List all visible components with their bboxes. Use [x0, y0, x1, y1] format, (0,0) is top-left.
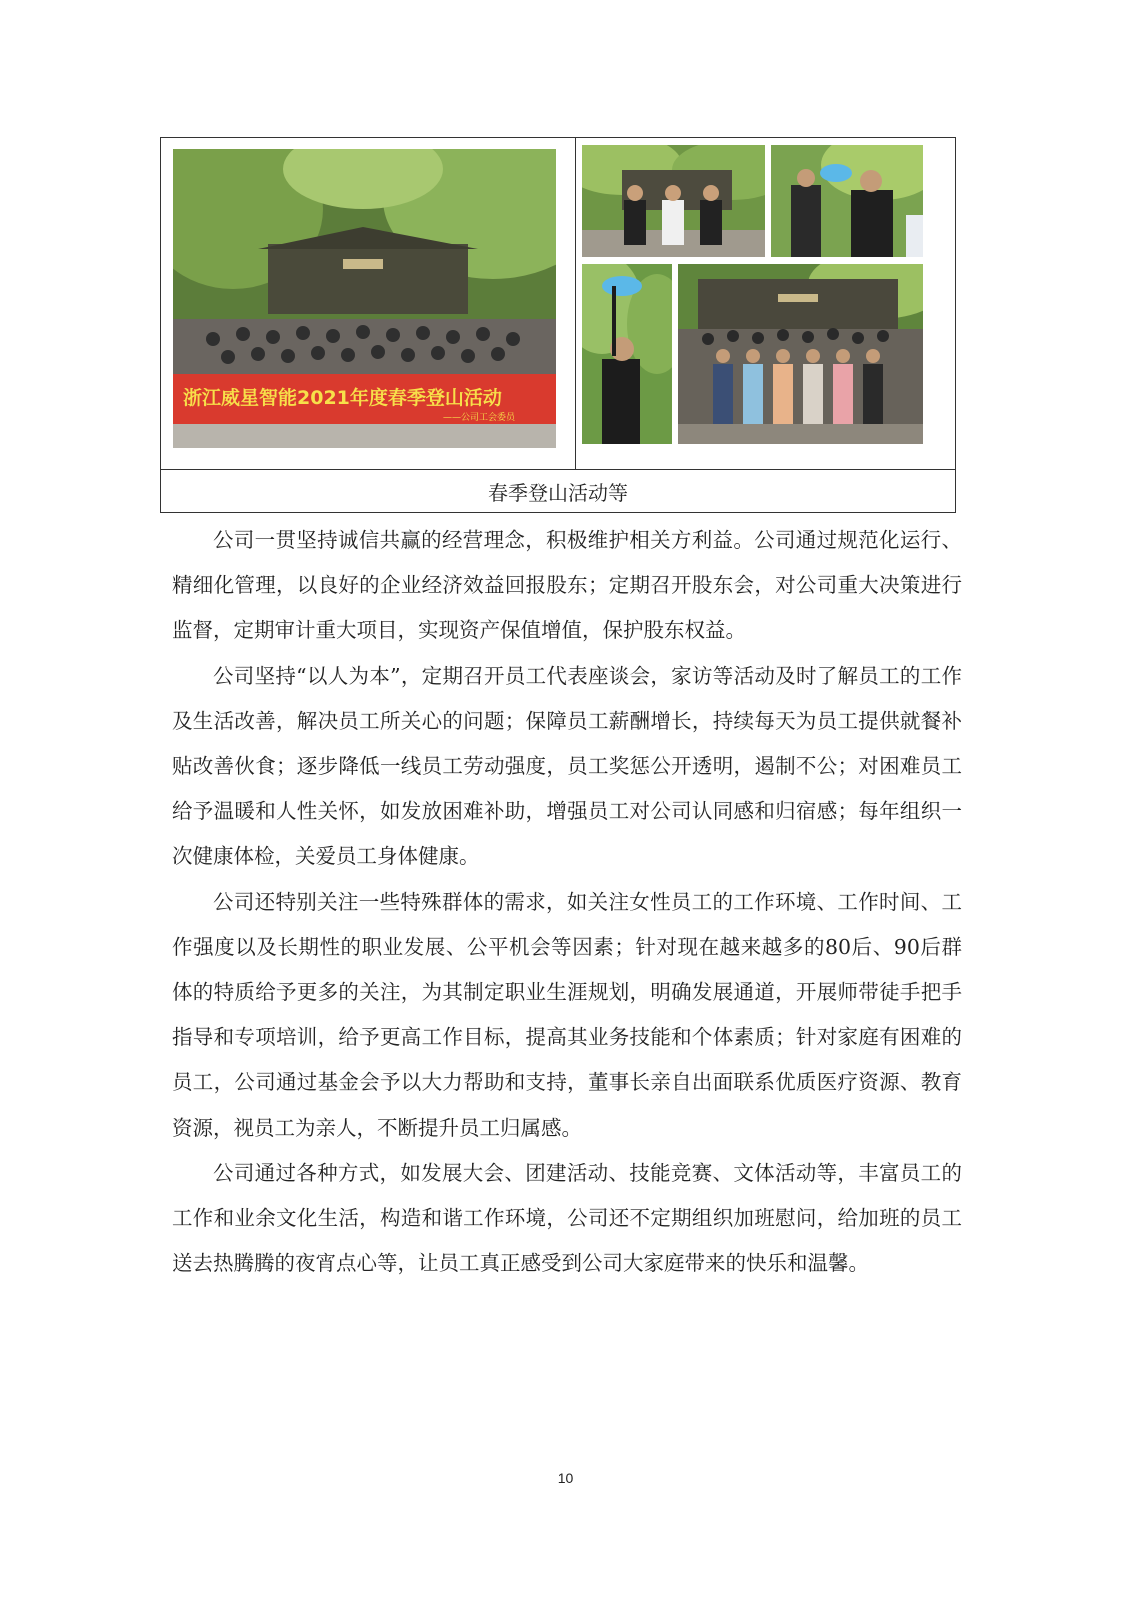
photo-group-gate [678, 264, 923, 444]
photo-two-men [771, 145, 923, 257]
paragraph-1: 公司一贯坚持诚信共赢的经营理念，积极维护相关方利益。公司通过规范化运行、精细化管理，以良好的企业经济效益回报股东；定期召开股东会，对公司重大决策进行监督，定期审计重大项目，实现资产保值增值，保护股东权益。 [172, 528, 962, 643]
paragraph-2: 公司坚持“以人为本”，定期召开员工代表座谈会，家访等活动及时了解员工的工作及生活改善，解决员工所关心的问题；保障员工薪酬增长，持续每天为员工提供就餐补贴改善伙食；逐步降低一线员工劳动强度，员工奖惩公开透明，遏制不公；对困难员工给予温暖和人性关怀，如发放困难补助，增强员工对公司认同感和归宿感；每年组织一次健康体检，关爱员工身体健康。 [172, 663, 962, 869]
banner-signature: ——公司工会委员 [443, 413, 516, 423]
photo-table [160, 137, 956, 513]
group-photo-main [173, 149, 556, 448]
banner-text: 浙江威星智能2021年度春季登山活动 [183, 387, 502, 409]
photo-cell-right [576, 138, 955, 469]
photo-man-with-sign [582, 264, 672, 444]
paragraph-4: 公司通过各种方式，如发展大会、团建活动、技能竞赛、文体活动等，丰富员工的工作和业余文化生活，构造和谐工作环境，公司还不定期组织加班慰问，给加班的员工送去热腾腾的夜宵点心等，让员工真正感受到公司大家庭带来的快乐和温馨。 [172, 1160, 962, 1276]
photo-cell-left [161, 138, 576, 469]
figure-caption: 春季登山活动等 [161, 469, 955, 512]
body-text [172, 518, 962, 1286]
page-number: 10 [557, 1470, 574, 1486]
photo-three-men [582, 145, 765, 257]
paragraph-3: 公司还特别关注一些特殊群体的需求，如关注女性员工的工作环境、工作时间、工作强度以及长期性的职业发展、公平机会等因素；针对现在越来越多的80后、90后群体的特质给予更多的关注，为其制定职业生涯规划，明确发展通道，开展师带徒手把手指导和专项培训，给予更高工作目标，提高其业务技能和个体素质；针对家庭有困难的员工，公司通过基金会予以大力帮助和支持，董事长亲自出面联系优质医疗资源、教育资源，视员工为亲人，不断提升员工归属感。 [172, 889, 962, 1140]
